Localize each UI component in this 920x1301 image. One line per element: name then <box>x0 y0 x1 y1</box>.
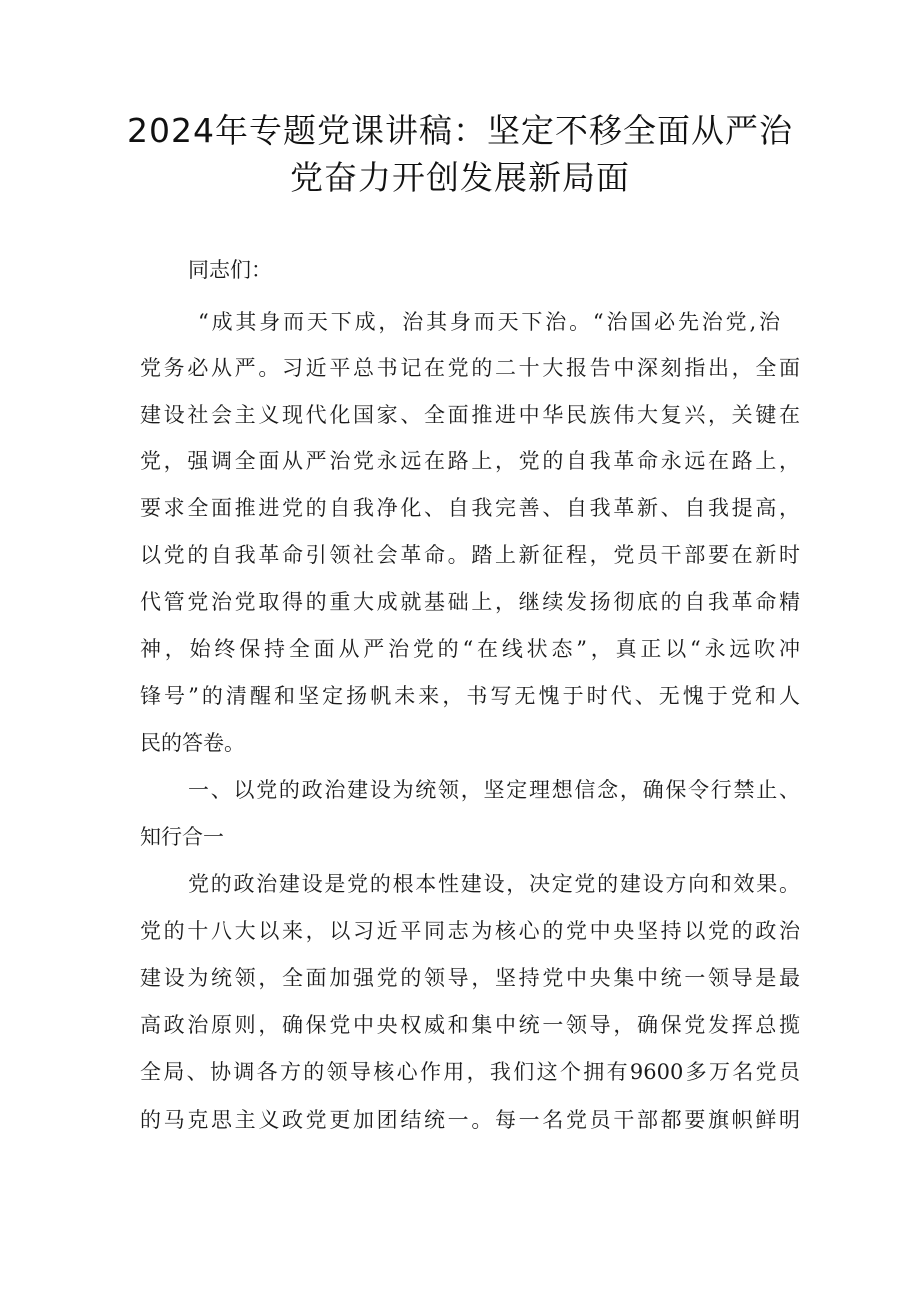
paragraph-line: 神，始终保持全面从严治党的“在线状态”，真正以“永远吹冲 <box>140 637 800 661</box>
paragraph-line: “成其身而天下成，治其身而天下治。“治国必先治党,治 <box>198 310 780 334</box>
paragraph-line: 要求全面推进党的自我净化、自我完善、自我革新、自我提高， <box>140 496 800 520</box>
section-heading-line: 知行合一 <box>140 825 224 849</box>
paragraph-line: 代管党治党取得的重大成就基础上，继续发扬彻底的自我革命精 <box>140 590 800 614</box>
paragraph-line: 高政治原则，确保党中央权威和集中统一领导，确保党发挥总揽 <box>140 1013 800 1037</box>
paragraph-line: 党的十八大以来，以习近平同志为核心的党中央坚持以党的政治 <box>140 919 800 943</box>
paragraph-line: 的马克思主义政党更加团结统一。每一名党员干部都要旗帜鲜明 <box>140 1108 800 1132</box>
salutation: 同志们： <box>188 258 272 282</box>
paragraph-line: 党，强调全面从严治党永远在路上，党的自我革命永远在路上， <box>140 449 800 473</box>
paragraph-line: 建设社会主义现代化国家、全面推进中华民族伟大复兴，关键在 <box>140 403 800 427</box>
paragraph-line: 民的答卷。 <box>140 731 245 755</box>
paragraph-line: 党的政治建设是党的根本性建设，决定党的建设方向和效果。 <box>188 872 800 896</box>
section-heading-line: 一、以党的政治建设为统领，坚定理想信念，确保令行禁止、 <box>188 778 800 802</box>
paragraph-line: 锋号”的清醒和坚定扬帆未来，书写无愧于时代、无愧于党和人 <box>140 684 800 708</box>
document-title-line-2: 党奋力开创发展新局面 <box>290 158 630 197</box>
paragraph-line: 党务必从严。习近平总书记在党的二十大报告中深刻指出，全面 <box>140 356 800 380</box>
paragraph-line: 以党的自我革命引领社会革命。踏上新征程，党员干部要在新时 <box>140 543 800 567</box>
paragraph-line: 全局、协调各方的领导核心作用，我们这个拥有9600多万名党员 <box>140 1060 800 1084</box>
paragraph-line: 建设为统领，全面加强党的领导，坚持党中央集中统一领导是最 <box>140 966 800 990</box>
document-title-line-1: 2024年专题党课讲稿：坚定不移全面从严治 <box>127 111 793 150</box>
